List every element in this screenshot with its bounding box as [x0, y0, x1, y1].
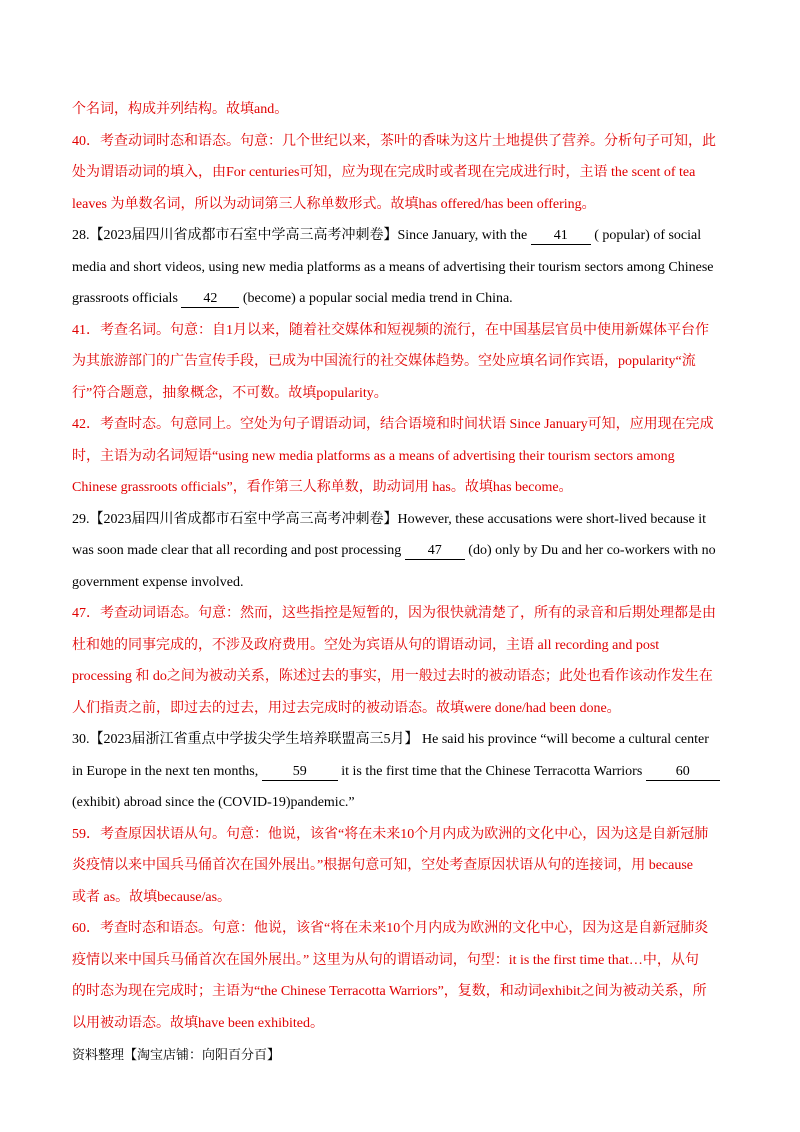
- blank-41: 41: [531, 228, 591, 245]
- answer-line: 为其旅游部门的广告宣传手段，已成为中国流行的社交媒体趋势。空处应填名词作宾语，popularity“流: [72, 354, 696, 369]
- blank-59: 59: [262, 764, 338, 781]
- answer-line: 的时态为现在完成时；主语为“the Chinese Terracotta Warriors”，复数，和动词exhibit之间为被动关系，所: [72, 984, 707, 999]
- answer-line: 疫情以来中国兵马俑首次在国外展出。” 这里为从句的谓语动词，句型：it is the first time that…中，从句: [72, 952, 699, 968]
- question-line: media and short videos, using new media platforms as a means of advertising their tourism sectors among Chinese: [72, 259, 714, 275]
- answer-line: Chinese grassroots officials”，看作第三人称单数，助动词用 has。故填has become。: [72, 480, 573, 495]
- answer-41-line: 41．考查名词。句意：自1月以来，随着社交媒体和短视频的流行，在中国基层官员中使用新媒体平台作: [72, 322, 709, 338]
- answer-line: 炎疫情以来中国兵马俑首次在国外展出。”根据句意可知，空处考查原因状语从句的连接词，用 because: [72, 858, 694, 873]
- question-text: it is the first time that the Chinese Terracotta Warriors: [341, 763, 643, 779]
- question-text: ( popular) of social: [594, 228, 702, 243]
- answer-60-line: 60．考查时态和语态。句意：他说，该省“将在未来10个月内成为欧洲的文化中心，因为这是自新冠肺炎: [72, 921, 709, 936]
- question-29-line: 29.【2023届四川省成都市石室中学高三高考冲刺卷】However, these accusations were short-lived because it: [72, 511, 706, 527]
- blank-47: 47: [405, 543, 465, 560]
- question-text: 28.【2023届四川省成都市石室中学高三高考冲刺卷】Since January, with the: [72, 228, 528, 243]
- answer-line: leaves 为单数名词，所以为动词第三人称单数形式。故填has offered/has been offering。: [72, 196, 596, 212]
- question-line: (exhibit) abroad since the (COVID-19)pandemic.”: [72, 795, 355, 810]
- question-text: grassroots officials: [72, 291, 178, 306]
- answer-line: 个名词，构成并列结构。故填and。: [72, 102, 289, 117]
- question-28-line: [72, 220, 732, 252]
- answer-59-line: 59．考查原因状语从句。句意：他说，该省“将在未来10个月内成为欧洲的文化中心，因为这是自新冠肺: [72, 826, 709, 842]
- question-text: (become) a popular social media trend in China.: [242, 291, 513, 306]
- question-text: (do) only by Du and her co-workers with no: [468, 543, 716, 558]
- answer-line: 以用被动语态。故填have been exhibited。: [72, 1015, 324, 1031]
- question-line: government expense involved.: [72, 574, 244, 590]
- blank-60: 60: [646, 764, 720, 781]
- answer-line: 行”符合题意，抽象概念，不可数。故填popularity。: [72, 385, 388, 401]
- answer-line: processing 和 do之间为被动关系，陈述过去的事实，用一般过去时的被动语态；此处也看作该动作发生在: [72, 669, 713, 684]
- answer-line: 人们指责之前，即过去的过去，用过去完成时的被动语态。故填were done/had been done。: [72, 700, 621, 716]
- answer-line: 处为谓语动词的填入，由For centuries可知，应为现在完成时或者现在完成进行时，主语 the scent of tea: [72, 165, 696, 180]
- answer-42-line: 42．考查时态。句意同上。空处为句子谓语动词，结合语境和时间状语 Since January可知，应用现在完成: [72, 417, 714, 432]
- answer-47-line: 47．考查动词语态。句意：然而，这些指控是短暂的，因为很快就清楚了，所有的录音和后期处理都是由: [72, 606, 716, 621]
- answer-line: 杜和她的同事完成的，不涉及政府费用。空处为宾语从句的谓语动词，主语 all recording and post: [72, 637, 660, 653]
- answer-line: 时，主语为动名词短语“using new media platforms as a means of advertising their tourism sectors among: [72, 448, 675, 464]
- question-text: in Europe in the next ten months,: [72, 763, 259, 779]
- question-text: was soon made clear that all recording and post processing: [72, 543, 402, 558]
- question-line: [72, 756, 732, 788]
- question-line: [72, 535, 732, 567]
- document-body: [72, 94, 732, 1039]
- answer-line: 或者 as。故填because/as。: [72, 889, 232, 905]
- answer-40-line: 40．考查动词时态和语态。句意：几个世纪以来，茶叶的香味为这片土地提供了营养。分析句子可知，此: [72, 133, 716, 149]
- question-30-line: 30.【2023届浙江省重点中学拔尖学生培养联盟高三5月】 He said his province “will become a cultural center: [72, 732, 709, 747]
- page-footer: 资料整理【淘宝店铺：向阳百分百】: [72, 1048, 281, 1063]
- question-line: [72, 283, 732, 315]
- blank-42: 42: [181, 291, 239, 308]
